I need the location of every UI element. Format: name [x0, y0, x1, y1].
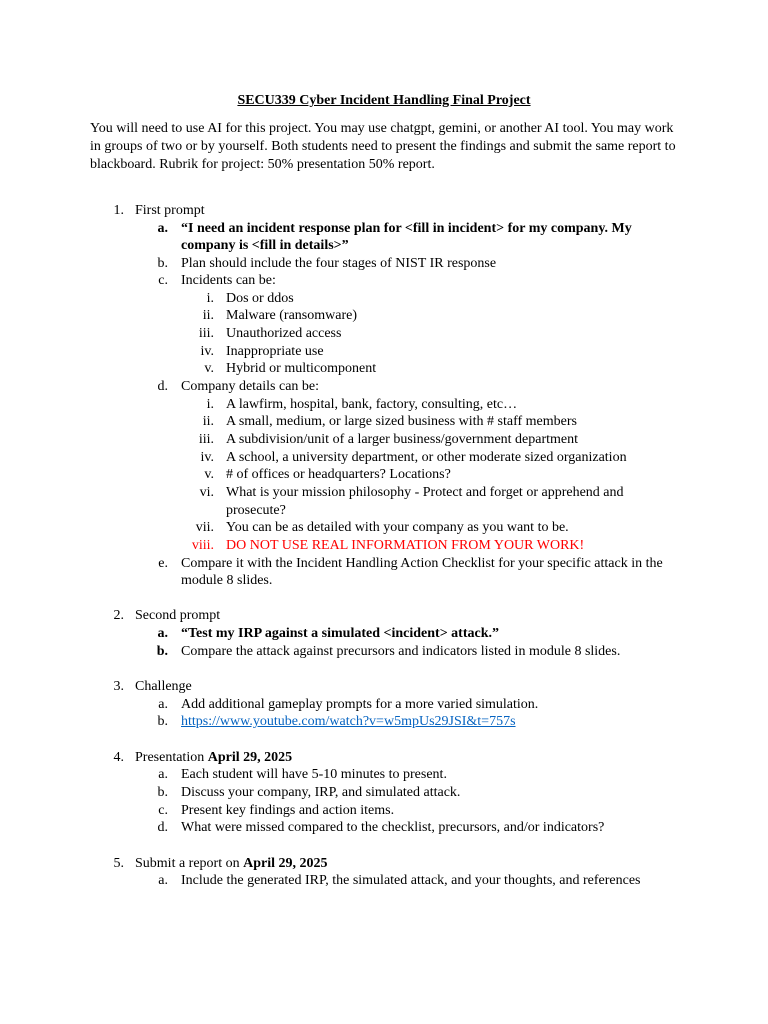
s1-d-item-6-marker: vi.	[199, 485, 214, 500]
s1-c-marker: c.	[158, 273, 168, 288]
document-title: SECU339 Cyber Incident Handling Final Project	[237, 93, 531, 108]
s1-d-item-3-marker: iii.	[198, 432, 214, 447]
s4-d-marker: d.	[157, 820, 168, 835]
section-1-label: First prompt	[135, 203, 205, 218]
section-5-number: 5.	[113, 856, 124, 871]
section-5-heading	[135, 855, 328, 873]
s1-d-item-7: You can be as detailed with your company as you want to be.	[226, 520, 569, 535]
s1-d-item-1: A lawfirm, hospital, bank, factory, consulting, etc…	[226, 397, 518, 412]
section-3-label: Challenge	[135, 679, 192, 694]
s4-c-text: Present key findings and action items.	[181, 803, 395, 818]
s1-c-item-3: Unauthorized access	[226, 326, 342, 341]
s1-a-line1: “I need an incident response plan for <fill in incident> for my company. My	[181, 221, 632, 236]
s2-a-marker: a.	[157, 626, 168, 641]
s1-b-marker: b.	[157, 256, 168, 271]
s5-a-marker: a.	[158, 873, 168, 888]
section-2-number: 2.	[113, 608, 124, 623]
s4-d-text: What were missed compared to the checklist, precursors, and/or indicators?	[181, 820, 605, 835]
s4-b-text: Discuss your company, IRP, and simulated attack.	[181, 785, 461, 800]
section-4-label: Presentation	[135, 750, 205, 765]
s1-e-line1: Compare it with the Incident Handling Action Checklist for your specific attack in the	[181, 556, 663, 571]
s1-d-marker: d.	[157, 379, 168, 394]
s1-c-item-4: Inappropriate use	[226, 344, 324, 359]
s1-d-item-1-marker: i.	[206, 397, 214, 412]
s1-b-text: Plan should include the four stages of NIST IR response	[181, 256, 497, 271]
s4-a-marker: a.	[158, 767, 168, 782]
s1-d-item-8-warning: DO NOT USE REAL INFORMATION FROM YOUR WORK!	[226, 538, 585, 553]
s3-a-marker: a.	[158, 697, 168, 712]
s1-d-item-4-marker: iv.	[200, 450, 214, 465]
s1-d-text: Company details can be:	[181, 379, 320, 394]
section-2-label: Second prompt	[135, 608, 221, 623]
intro-paragraph: You will need to use AI for this project. You may use chatgpt, gemini, or another AI tool. You may work in groups of two or by yourself. Both students need to present the findings and submit the same report to blackboard. Rubrik for project: 50% presentation 50% report.	[90, 121, 676, 172]
s1-a-line2: company is <fill in details>”	[181, 238, 349, 253]
report-date: April 29, 2025	[243, 856, 328, 871]
s1-c-item-2: Malware (ransomware)	[226, 308, 357, 323]
s1-c-item-1: Dos or ddos	[226, 291, 294, 306]
s1-d-item-2-marker: ii.	[202, 414, 214, 429]
s1-d-item-3: A subdivision/unit of a larger business/government department	[226, 432, 579, 447]
s1-d-item-5-marker: v.	[204, 467, 214, 482]
section-3-number: 3.	[113, 679, 124, 694]
s1-d-item-5: # of offices or headquarters? Locations?	[226, 467, 451, 482]
s1-c-item-5: Hybrid or multicomponent	[226, 361, 377, 376]
s1-d-item-6-line1: What is your mission philosophy - Protect and forget or apprehend and	[226, 485, 624, 500]
s1-c-item-2-marker: ii.	[202, 308, 214, 323]
s3-b-marker: b.	[157, 714, 168, 729]
s3-a-text: Add additional gameplay prompts for a more varied simulation.	[181, 697, 539, 712]
s2-b-marker: b.	[156, 644, 168, 659]
s1-d-item-6-line2: prosecute?	[226, 503, 286, 518]
s1-e-marker: e.	[158, 556, 168, 571]
s1-c-text: Incidents can be:	[181, 273, 276, 288]
s1-d-item-4: A school, a university department, or other moderate sized organization	[226, 450, 627, 465]
section-5-label: Submit a report on	[135, 856, 240, 871]
s2-b-text: Compare the attack against precursors and indicators listed in module 8 slides.	[181, 644, 621, 659]
presentation-date: April 29, 2025	[207, 750, 293, 765]
s1-d-item-8-marker: viii.	[191, 538, 214, 553]
s1-c-item-4-marker: iv.	[200, 344, 214, 359]
s5-a-text: Include the generated IRP, the simulated attack, and your thoughts, and references	[181, 873, 641, 888]
s1-a-marker: a.	[157, 221, 168, 236]
youtube-link[interactable]: https://www.youtube.com/watch?v=w5mpUs29JSI&t=757s	[181, 714, 516, 729]
s1-d-item-7-marker: vii.	[195, 520, 214, 535]
section-4-number: 4.	[113, 750, 124, 765]
s4-a-text: Each student will have 5-10 minutes to present.	[181, 767, 447, 782]
s1-c-item-5-marker: v.	[204, 361, 214, 376]
section-4-heading	[135, 749, 292, 767]
section-1-number: 1.	[113, 203, 124, 218]
s1-c-item-1-marker: i.	[206, 291, 214, 306]
s4-c-marker: c.	[158, 803, 168, 818]
s1-d-item-2: A small, medium, or large sized business with # staff members	[226, 414, 577, 429]
s1-e-line2: module 8 slides.	[181, 573, 273, 588]
s1-c-item-3-marker: iii.	[198, 326, 214, 341]
s4-b-marker: b.	[157, 785, 168, 800]
s2-a-text: “Test my IRP against a simulated <incident> attack.”	[181, 626, 500, 641]
